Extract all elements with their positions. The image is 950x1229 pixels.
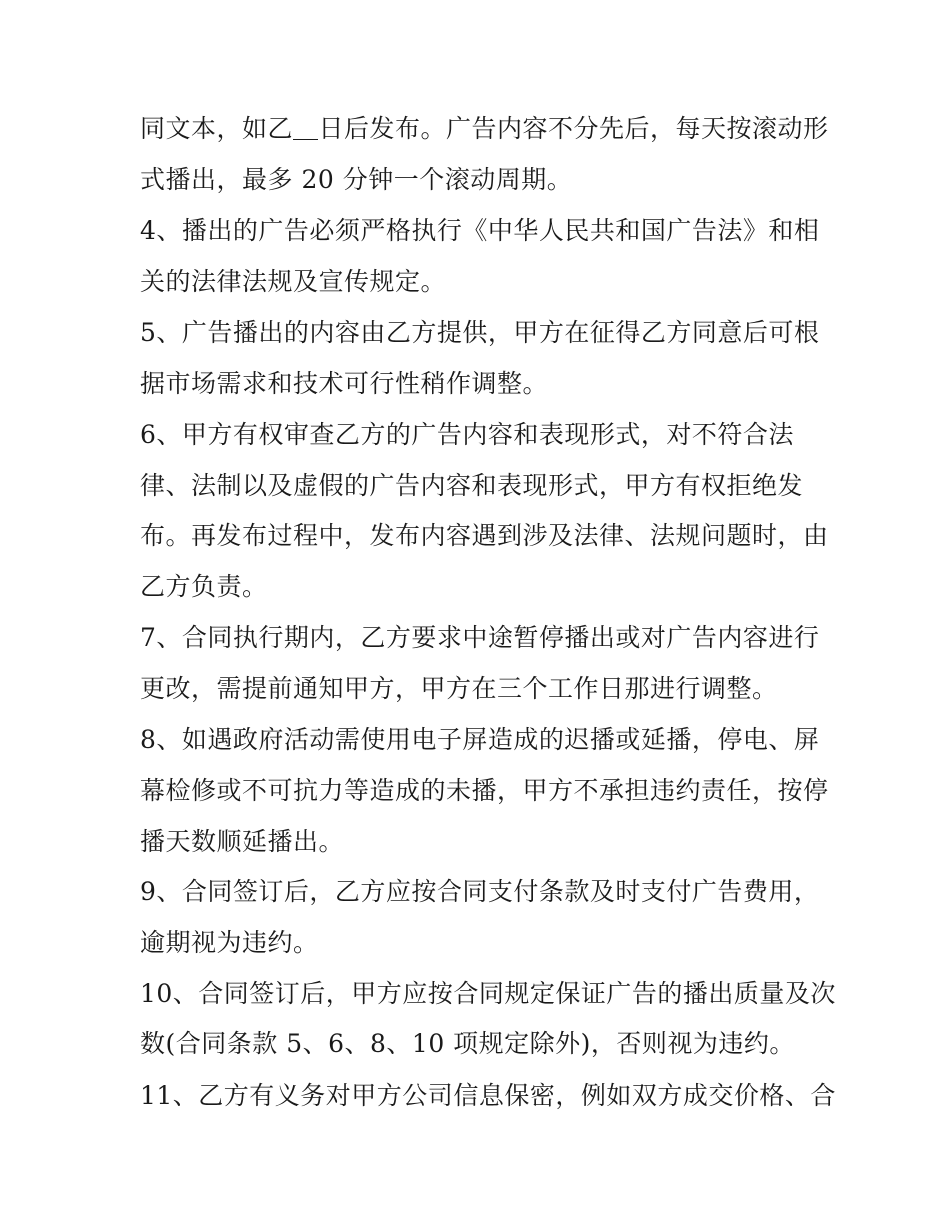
text-line: 10、合同签订后，甲方应按合同规定保证广告的播出质量及次	[140, 979, 836, 1008]
text-line: 5、广告播出的内容由乙方提供，甲方在征得乙方同意后可根	[140, 318, 820, 347]
text-line: 律、法制以及虚假的广告内容和表现形式，甲方有权拒绝发	[140, 471, 804, 500]
text-line: 更改，需提前通知甲方，甲方在三个工作日那进行调整。	[140, 674, 778, 703]
text-line: 7、合同执行期内，乙方要求中途暂停播出或对广告内容进行	[140, 623, 820, 652]
text-line: 幕检修或不可抗力等造成的未播，甲方不承担违约责任，按停	[140, 776, 829, 805]
text-line: 11、乙方有义务对甲方公司信息保密，例如双方成交价格、合	[140, 1081, 836, 1110]
text-line: 4、播出的广告必须严格执行《中华人民共和国广告法》和相	[140, 216, 820, 245]
text-line: 6、甲方有权审查乙方的广告内容和表现形式，对不符合法	[140, 420, 794, 449]
text-line: 式播出，最多 20 分钟一个滚动周期。	[140, 165, 573, 194]
text-line: 9、合同签订后，乙方应按合同支付条款及时支付广告费用，	[140, 877, 820, 906]
text-line: 逾期视为违约。	[140, 928, 319, 957]
text-line: 乙方负责。	[140, 572, 268, 601]
text-line: 关的法律法规及宣传规定。	[140, 267, 447, 296]
text-line: 播天数顺延播出。	[140, 827, 345, 856]
text-line: 数(合同条款 5、6、8、10 项规定除外)，否则视为违约。	[140, 1029, 795, 1058]
text-line: 布。再发布过程中，发布内容遇到涉及法律、法规问题时，由	[140, 521, 829, 550]
text-line: 同文本，如乙＿日后发布。广告内容不分先后，每天按滚动形	[140, 114, 829, 143]
text-line: 据市场需求和技术可行性稍作调整。	[140, 369, 549, 398]
text-line: 8、如遇政府活动需使用电子屏造成的迟播或延播，停电、屏	[140, 725, 820, 754]
